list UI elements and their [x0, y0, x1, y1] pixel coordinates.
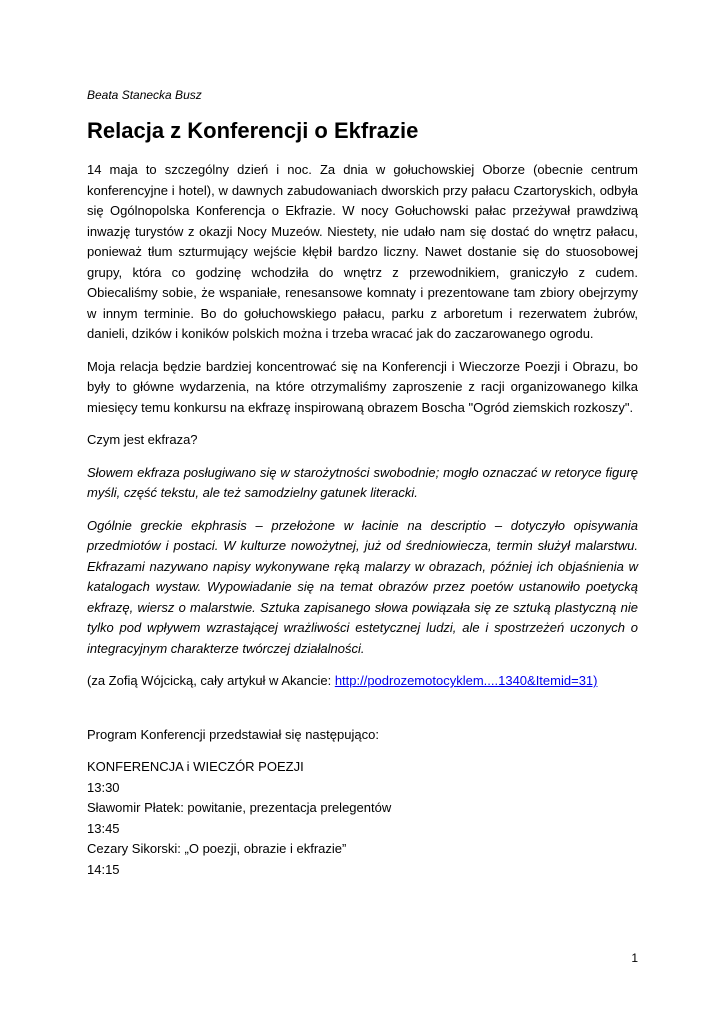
- program-heading: KONFERENCJA i WIECZÓR POEZJI: [87, 759, 304, 774]
- document-page: [87, 0, 638, 1024]
- program-item: Sławomir Płatek: powitanie, prezentacja prelegentów: [87, 800, 392, 815]
- paragraph-report-focus: Moja relacja będzie bardziej koncentrować się na Konferencji i Wieczorze Poezji i Obrazu, bo były to główne wydarzenia, na które otrzymaliśmy zaproszenie z racji organizowanego kilka miesięcy temu konkursu na ekfrazę inspirowaną obrazem Boscha "Ogród ziemskich rozkoszy".: [87, 358, 638, 415]
- program-time: 13:45: [87, 820, 120, 836]
- paragraph-history: Ogólnie greckie ekphrasis – przełożone w łacinie na descriptio – dotyczyło opisywania przedmiotów i postaci. W kulturze nowożytnej, już od średniowiecza, termin służył malarstwu. Ekfrazami nazywano napisy wykonywane ręką malarzy w obrazach, później ich objaśnienia w katalogach wystaw. Wypowiadanie się na temat obrazów przez poetów ustanowiło poetycką ekfrazę, wiersz o malarstwie. Sztuka zapisanego słowa powiązała się ze sztuką plastyczną nie tylko pod wpływem wzrastającej wrażliwości estetycznej ludzi, ale i spostrzeżeń uczonych o integracyjnym charakterze twórczej działalności.: [87, 517, 638, 656]
- spacer: [87, 704, 638, 725]
- program-intro: Program Konferencji przedstawiał się następująco:: [87, 726, 379, 742]
- paragraph-definition: Słowem ekfraza posługiwano się w starożytności swobodnie; mogło oznaczać w retoryce figurę myśli, część tekstu, ale też samodzielny gatunek literacki.: [87, 464, 638, 500]
- paragraph-intro: 14 maja to szczególny dzień i noc. Za dnia w gołuchowskiej Oborze (obecnie centrum konferencyjne i hotel), w dawnych zabudowaniach dworskich przy pałacu Czartoryskich, odbyła się Ogólnopolska Konferencja o Ekfrazie. W nocy Gołuchowski pałac przeżywał prawdziwą inwazję turystów z okazji Nocy Muzeów. Niestety, nie udało nam się dostać do wnętrz pałacu, ponieważ tłum szturmujący wejście kłębił bardzo liczny. Nawet dostanie się do stuosobowej grupy, która co godzinę wchodziła do wnętrz z przewodnikiem, graniczyło z cudem. Obiecaliśmy sobie, że wspaniałe, renesansowe komnaty i prezentowane tam zbiory obejrzymy w innym terminie. Bo do gołuchowskiego pałacu, parku z arboretum i rezerwatem żubrów, danieli, dzików i koników polskich można i trzeba wracać jak do zaczarowanego ogrodu.: [87, 162, 638, 341]
- program-time: 14:15: [87, 861, 120, 877]
- citation-link[interactable]: http://podrozemotocyklem....1340&Itemid=31): [334, 673, 598, 688]
- page-title: Relacja z Konferencji o Ekfrazie: [87, 118, 419, 143]
- program-item: Cezary Sikorski: „O poezji, obrazie i ekfrazie”: [87, 841, 347, 856]
- page-number: 1: [631, 951, 638, 965]
- paragraph-question: Czym jest ekfraza?: [87, 432, 198, 447]
- author-name: Beata Stanecka Busz: [87, 88, 202, 102]
- document-body: [87, 160, 638, 880]
- citation-paragraph: [87, 671, 638, 692]
- program-time: 13:30: [87, 779, 120, 795]
- citation-prefix: (za Zofią Wójcicką, cały artykuł w Akancie:: [87, 673, 335, 688]
- program-list: [87, 757, 638, 880]
